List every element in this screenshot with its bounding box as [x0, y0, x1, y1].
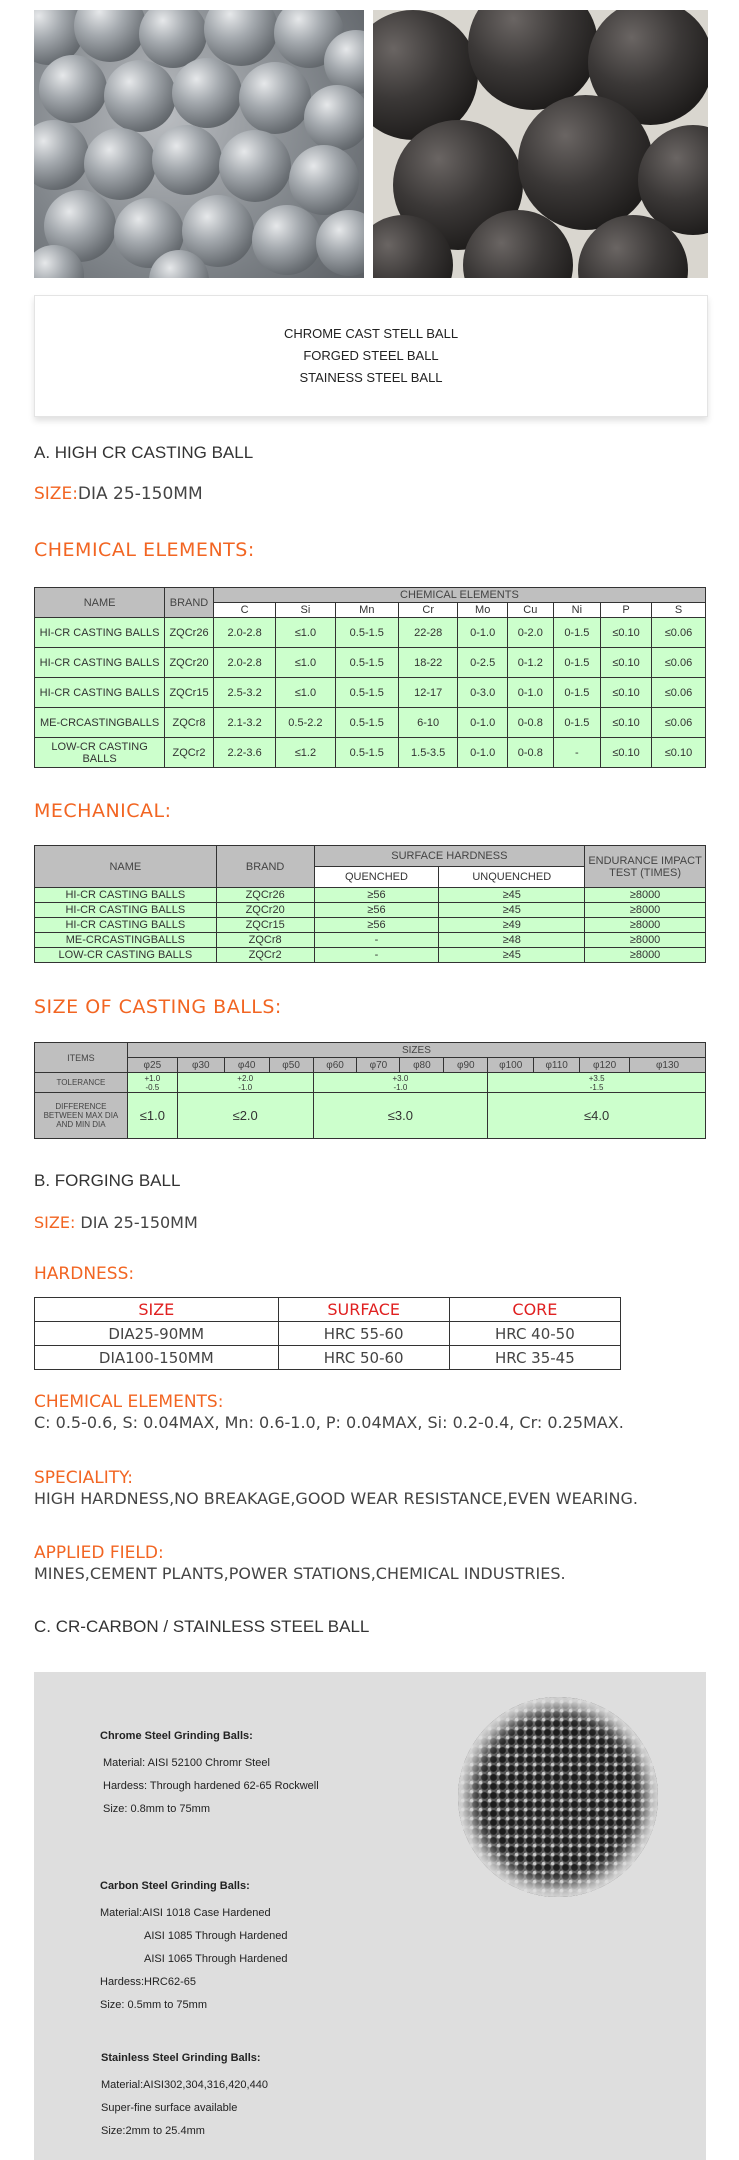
mech-cell-endurance: ≥8000 — [585, 918, 706, 933]
section-b-size — [34, 1213, 198, 1232]
chem-header-name: NAME — [35, 588, 165, 618]
diameter-header: φ130 — [630, 1058, 706, 1073]
mech-cell-unquenched: ≥45 — [439, 903, 585, 918]
size-label: SIZE: — [34, 484, 78, 504]
stainless-size: Size:2mm to 25.4mm — [101, 2125, 205, 2137]
table-row — [35, 933, 706, 948]
product-caption-box — [34, 295, 708, 417]
chem-value-cell: 0-1.5 — [553, 708, 601, 738]
mech-cell-unquenched: ≥45 — [439, 888, 585, 903]
diameter-header: φ30 — [177, 1058, 224, 1073]
chem-value-cell: 12-17 — [399, 678, 458, 708]
mech-cell-name: ME-CRCASTINGBALLS — [35, 933, 217, 948]
chem-row-brand: ZQCr20 — [165, 648, 214, 678]
hardness-cell: HRC 50-60 — [278, 1346, 449, 1370]
forging-chem-text: C: 0.5-0.6, S: 0.04MAX, Mn: 0.6-1.0, P: 0.04MAX, Si: 0.2-0.4, Cr: 0.25MAX. — [34, 1413, 624, 1432]
applied-field-text: MINES,CEMENT PLANTS,POWER STATIONS,CHEMICAL INDUSTRIES. — [34, 1564, 566, 1583]
mech-header-surface: SURFACE HARDNESS — [314, 846, 585, 867]
diameter-header: φ100 — [488, 1058, 534, 1073]
section-c-title: C. CR-CARBON / STAINLESS STEEL BALL — [34, 1617, 370, 1636]
chem-value-cell: ≤0.10 — [651, 738, 705, 768]
carbon-steel-title: Carbon Steel Grinding Balls: — [100, 1880, 250, 1892]
hardness-table — [34, 1297, 621, 1370]
hardness-cell: HRC 55-60 — [278, 1322, 449, 1346]
chem-value-cell: ≤0.10 — [601, 678, 652, 708]
table-row — [35, 678, 706, 708]
difference-cell: ≤1.0 — [127, 1093, 177, 1139]
chem-value-cell: 2.1-3.2 — [213, 708, 275, 738]
carbon-material-alt: AISI 1085 Through Hardened — [144, 1930, 288, 1942]
diameter-header: φ90 — [444, 1058, 488, 1073]
chem-value-cell: - — [553, 738, 601, 768]
chem-row-name: HI-CR CASTING BALLS — [35, 618, 165, 648]
carbon-size: Size: 0.5mm to 75mm — [100, 1999, 207, 2011]
mech-cell-endurance: ≥8000 — [585, 933, 706, 948]
chem-row-name: HI-CR CASTING BALLS — [35, 678, 165, 708]
carbon-hardness: Hardess:HRC62-65 — [100, 1976, 196, 1988]
chem-value-cell: 0.5-1.5 — [335, 708, 399, 738]
difference-label: DIFFERENCE BETWEEN MAX DIA AND MIN DIA — [35, 1093, 128, 1139]
chrome-hardness: Hardess: Through hardened 62-65 Rockwell — [103, 1780, 319, 1792]
diameter-header: φ60 — [313, 1058, 357, 1073]
chem-row-name: LOW-CR CASTING BALLS — [35, 738, 165, 768]
chem-element-header: Mo — [458, 603, 508, 618]
chem-value-cell: ≤0.10 — [601, 618, 652, 648]
mech-cell-brand: ZQCr20 — [216, 903, 314, 918]
chem-value-cell: ≤0.06 — [651, 618, 705, 648]
table-row — [35, 1322, 621, 1346]
chem-value-cell: 0-1.0 — [458, 618, 508, 648]
table-row — [35, 948, 706, 963]
chem-value-cell: 2.0-2.8 — [213, 648, 275, 678]
hardness-heading: HARDNESS: — [34, 1264, 135, 1284]
chem-value-cell: 2.0-2.8 — [213, 618, 275, 648]
mech-cell-endurance: ≥8000 — [585, 903, 706, 918]
chem-value-cell: 6-10 — [399, 708, 458, 738]
mech-cell-unquenched: ≥49 — [439, 918, 585, 933]
chem-value-cell: ≤0.06 — [651, 678, 705, 708]
diameter-header: φ25 — [127, 1058, 177, 1073]
hardness-cell: HRC 35-45 — [449, 1346, 620, 1370]
table-row — [35, 888, 706, 903]
chrome-steel-block — [100, 1730, 319, 1821]
chem-value-cell: ≤0.06 — [651, 648, 705, 678]
chem-element-header: Ni — [553, 603, 601, 618]
chem-element-header: S — [651, 603, 705, 618]
chem-value-cell: 0.5-1.5 — [335, 738, 399, 768]
mech-cell-name: HI-CR CASTING BALLS — [35, 903, 217, 918]
chem-value-cell: 0-0.8 — [508, 738, 554, 768]
chem-row-brand: ZQCr15 — [165, 678, 214, 708]
chem-value-cell: 0-1.0 — [508, 678, 554, 708]
mech-cell-brand: ZQCr15 — [216, 918, 314, 933]
chem-value-cell: ≤1.2 — [276, 738, 335, 768]
size-value: DIA 25-150MM — [77, 484, 203, 504]
table-row — [35, 648, 706, 678]
chem-value-cell: ≤0.10 — [601, 738, 652, 768]
mech-header-quenched: QUENCHED — [314, 867, 439, 888]
tolerance-cell: +3.5 -1.5 — [488, 1073, 706, 1093]
chem-value-cell: ≤0.06 — [651, 708, 705, 738]
chem-header-brand: BRAND — [165, 588, 214, 618]
chem-value-cell: 0-1.0 — [458, 738, 508, 768]
diameter-header: φ80 — [400, 1058, 444, 1073]
size-value: DIA 25-150MM — [75, 1213, 198, 1232]
table-row — [35, 708, 706, 738]
hardness-header-core: CORE — [449, 1298, 620, 1322]
chemical-elements-heading: CHEMICAL ELEMENTS: — [34, 539, 255, 561]
mech-cell-name: HI-CR CASTING BALLS — [35, 918, 217, 933]
chem-element-header: P — [601, 603, 652, 618]
mech-header-endurance: ENDURANCE IMPACT TEST (TIMES) — [585, 846, 706, 888]
mech-cell-quenched: ≥56 — [314, 918, 439, 933]
tolerance-cell: +1.0 -0.5 — [127, 1073, 177, 1093]
hardness-cell: DIA100-150MM — [35, 1346, 279, 1370]
chem-value-cell: 0-1.0 — [458, 708, 508, 738]
carbon-material-alt: AISI 1065 Through Hardened — [144, 1953, 288, 1965]
sizes-table — [34, 1042, 706, 1139]
difference-cell: ≤4.0 — [488, 1093, 706, 1139]
chem-row-brand: ZQCr2 — [165, 738, 214, 768]
mech-cell-unquenched: ≥45 — [439, 948, 585, 963]
mech-cell-name: LOW-CR CASTING BALLS — [35, 948, 217, 963]
chem-value-cell: 18-22 — [399, 648, 458, 678]
chem-value-cell: 0-0.8 — [508, 708, 554, 738]
chrome-material: Material: AISI 52100 Chromr Steel — [103, 1757, 270, 1769]
hardness-cell: HRC 40-50 — [449, 1322, 620, 1346]
tolerance-label: TOLERANCE — [35, 1073, 128, 1093]
table-row — [35, 903, 706, 918]
mech-cell-brand: ZQCr8 — [216, 933, 314, 948]
chem-row-brand: ZQCr26 — [165, 618, 214, 648]
chem-value-cell: 0.5-1.5 — [335, 648, 399, 678]
table-row — [35, 618, 706, 648]
chrome-size: Size: 0.8mm to 75mm — [103, 1803, 210, 1815]
mech-cell-quenched: ≥56 — [314, 903, 439, 918]
chem-value-cell: 0.5-2.2 — [276, 708, 335, 738]
chem-header-group: CHEMICAL ELEMENTS — [213, 588, 705, 603]
mech-header-unquenched: UNQUENCHED — [439, 867, 585, 888]
diameter-header: φ120 — [580, 1058, 630, 1073]
chem-value-cell: 22-28 — [399, 618, 458, 648]
chem-element-header: Si — [276, 603, 335, 618]
stainless-material: Material:AISI302,304,316,420,440 — [101, 2079, 268, 2091]
speciality-text: HIGH HARDNESS,NO BREAKAGE,GOOD WEAR RESISTANCE,EVEN WEARING. — [34, 1489, 638, 1508]
chem-value-cell: 1.5-3.5 — [399, 738, 458, 768]
caption-line-forged: FORGED STEEL BALL — [303, 348, 439, 363]
chem-value-cell: 0-1.2 — [508, 648, 554, 678]
chem-value-cell: ≤1.0 — [276, 678, 335, 708]
chem-element-header: Cr — [399, 603, 458, 618]
chem-value-cell: ≤0.10 — [601, 708, 652, 738]
section-a-title: A. HIGH CR CASTING BALL — [34, 443, 254, 462]
applied-field-heading: APPLIED FIELD: — [34, 1543, 164, 1563]
mech-cell-quenched: ≥56 — [314, 888, 439, 903]
chem-element-header: C — [213, 603, 275, 618]
sizes-heading: SIZE OF CASTING BALLS: — [34, 996, 282, 1018]
mech-cell-brand: ZQCr2 — [216, 948, 314, 963]
mechanical-heading: MECHANICAL: — [34, 800, 172, 822]
mech-cell-endurance: ≥8000 — [585, 888, 706, 903]
chem-row-name: ME-CRCASTINGBALLS — [35, 708, 165, 738]
chem-value-cell: 0-1.5 — [553, 648, 601, 678]
chrome-steel-title: Chrome Steel Grinding Balls: — [100, 1730, 253, 1742]
chem-value-cell: 0.5-1.5 — [335, 678, 399, 708]
caption-line-stainless: STAINESS STEEL BALL — [299, 370, 443, 385]
chem-value-cell: 0-2.0 — [508, 618, 554, 648]
sizes-header-sizes: SIZES — [127, 1043, 705, 1058]
chem-value-cell: ≤0.10 — [601, 648, 652, 678]
chem-value-cell: 0-3.0 — [458, 678, 508, 708]
stainless-steel-block — [101, 2052, 268, 2143]
table-row — [35, 1346, 621, 1370]
caption-line-chrome: CHROME CAST STELL BALL — [283, 326, 459, 341]
forged-steel-balls-photo — [373, 10, 708, 278]
forging-chem-heading: CHEMICAL ELEMENTS: — [34, 1392, 224, 1412]
chem-value-cell: 0-1.5 — [553, 618, 601, 648]
carbon-steel-block — [100, 1880, 288, 2017]
steel-balls-image — [458, 1697, 658, 1897]
chem-value-cell: 2.2-3.6 — [213, 738, 275, 768]
chem-row-name: HI-CR CASTING BALLS — [35, 648, 165, 678]
chem-value-cell: 0-2.5 — [458, 648, 508, 678]
mechanical-table — [34, 845, 706, 963]
chem-element-header: Cu — [508, 603, 554, 618]
table-row — [35, 918, 706, 933]
chem-value-cell: 0-1.5 — [553, 678, 601, 708]
mech-cell-quenched: - — [314, 948, 439, 963]
mech-header-brand: BRAND — [216, 846, 314, 888]
mech-cell-brand: ZQCr26 — [216, 888, 314, 903]
chem-value-cell: ≤1.0 — [276, 648, 335, 678]
hardness-cell: DIA25-90MM — [35, 1322, 279, 1346]
stainless-steel-title: Stainless Steel Grinding Balls: — [101, 2052, 261, 2064]
mech-header-name: NAME — [35, 846, 217, 888]
difference-cell: ≤2.0 — [177, 1093, 313, 1139]
diameter-header: φ50 — [269, 1058, 313, 1073]
speciality-heading: SPECIALITY: — [34, 1468, 134, 1488]
cast-steel-balls-photo — [34, 10, 364, 278]
stainless-surface: Super-fine surface available — [101, 2102, 238, 2114]
chem-value-cell: ≤1.0 — [276, 618, 335, 648]
steel-balls-panel — [34, 1672, 706, 2160]
diameter-header: φ70 — [357, 1058, 400, 1073]
chem-value-cell: 2.5-3.2 — [213, 678, 275, 708]
section-b-title: B. FORGING BALL — [34, 1171, 181, 1190]
chem-value-cell: 0.5-1.5 — [335, 618, 399, 648]
carbon-material: Material:AISI 1018 Case Hardened — [100, 1907, 271, 1919]
chemical-elements-table — [34, 587, 706, 768]
diameter-header: φ40 — [224, 1058, 269, 1073]
hardness-header-size: SIZE — [35, 1298, 279, 1322]
mech-cell-endurance: ≥8000 — [585, 948, 706, 963]
hardness-header-surface: SURFACE — [278, 1298, 449, 1322]
mech-cell-name: HI-CR CASTING BALLS — [35, 888, 217, 903]
tolerance-cell: +2.0 -1.0 — [177, 1073, 313, 1093]
chem-row-brand: ZQCr8 — [165, 708, 214, 738]
diameter-header: φ110 — [534, 1058, 580, 1073]
table-row — [35, 738, 706, 768]
difference-cell: ≤3.0 — [313, 1093, 488, 1139]
sizes-header-items: ITEMS — [35, 1043, 128, 1073]
chem-element-header: Mn — [335, 603, 399, 618]
size-label: SIZE: — [34, 1213, 76, 1232]
mech-cell-quenched: - — [314, 933, 439, 948]
section-a-size — [34, 484, 203, 504]
tolerance-cell: +3.0 -1.0 — [313, 1073, 488, 1093]
mech-cell-unquenched: ≥48 — [439, 933, 585, 948]
